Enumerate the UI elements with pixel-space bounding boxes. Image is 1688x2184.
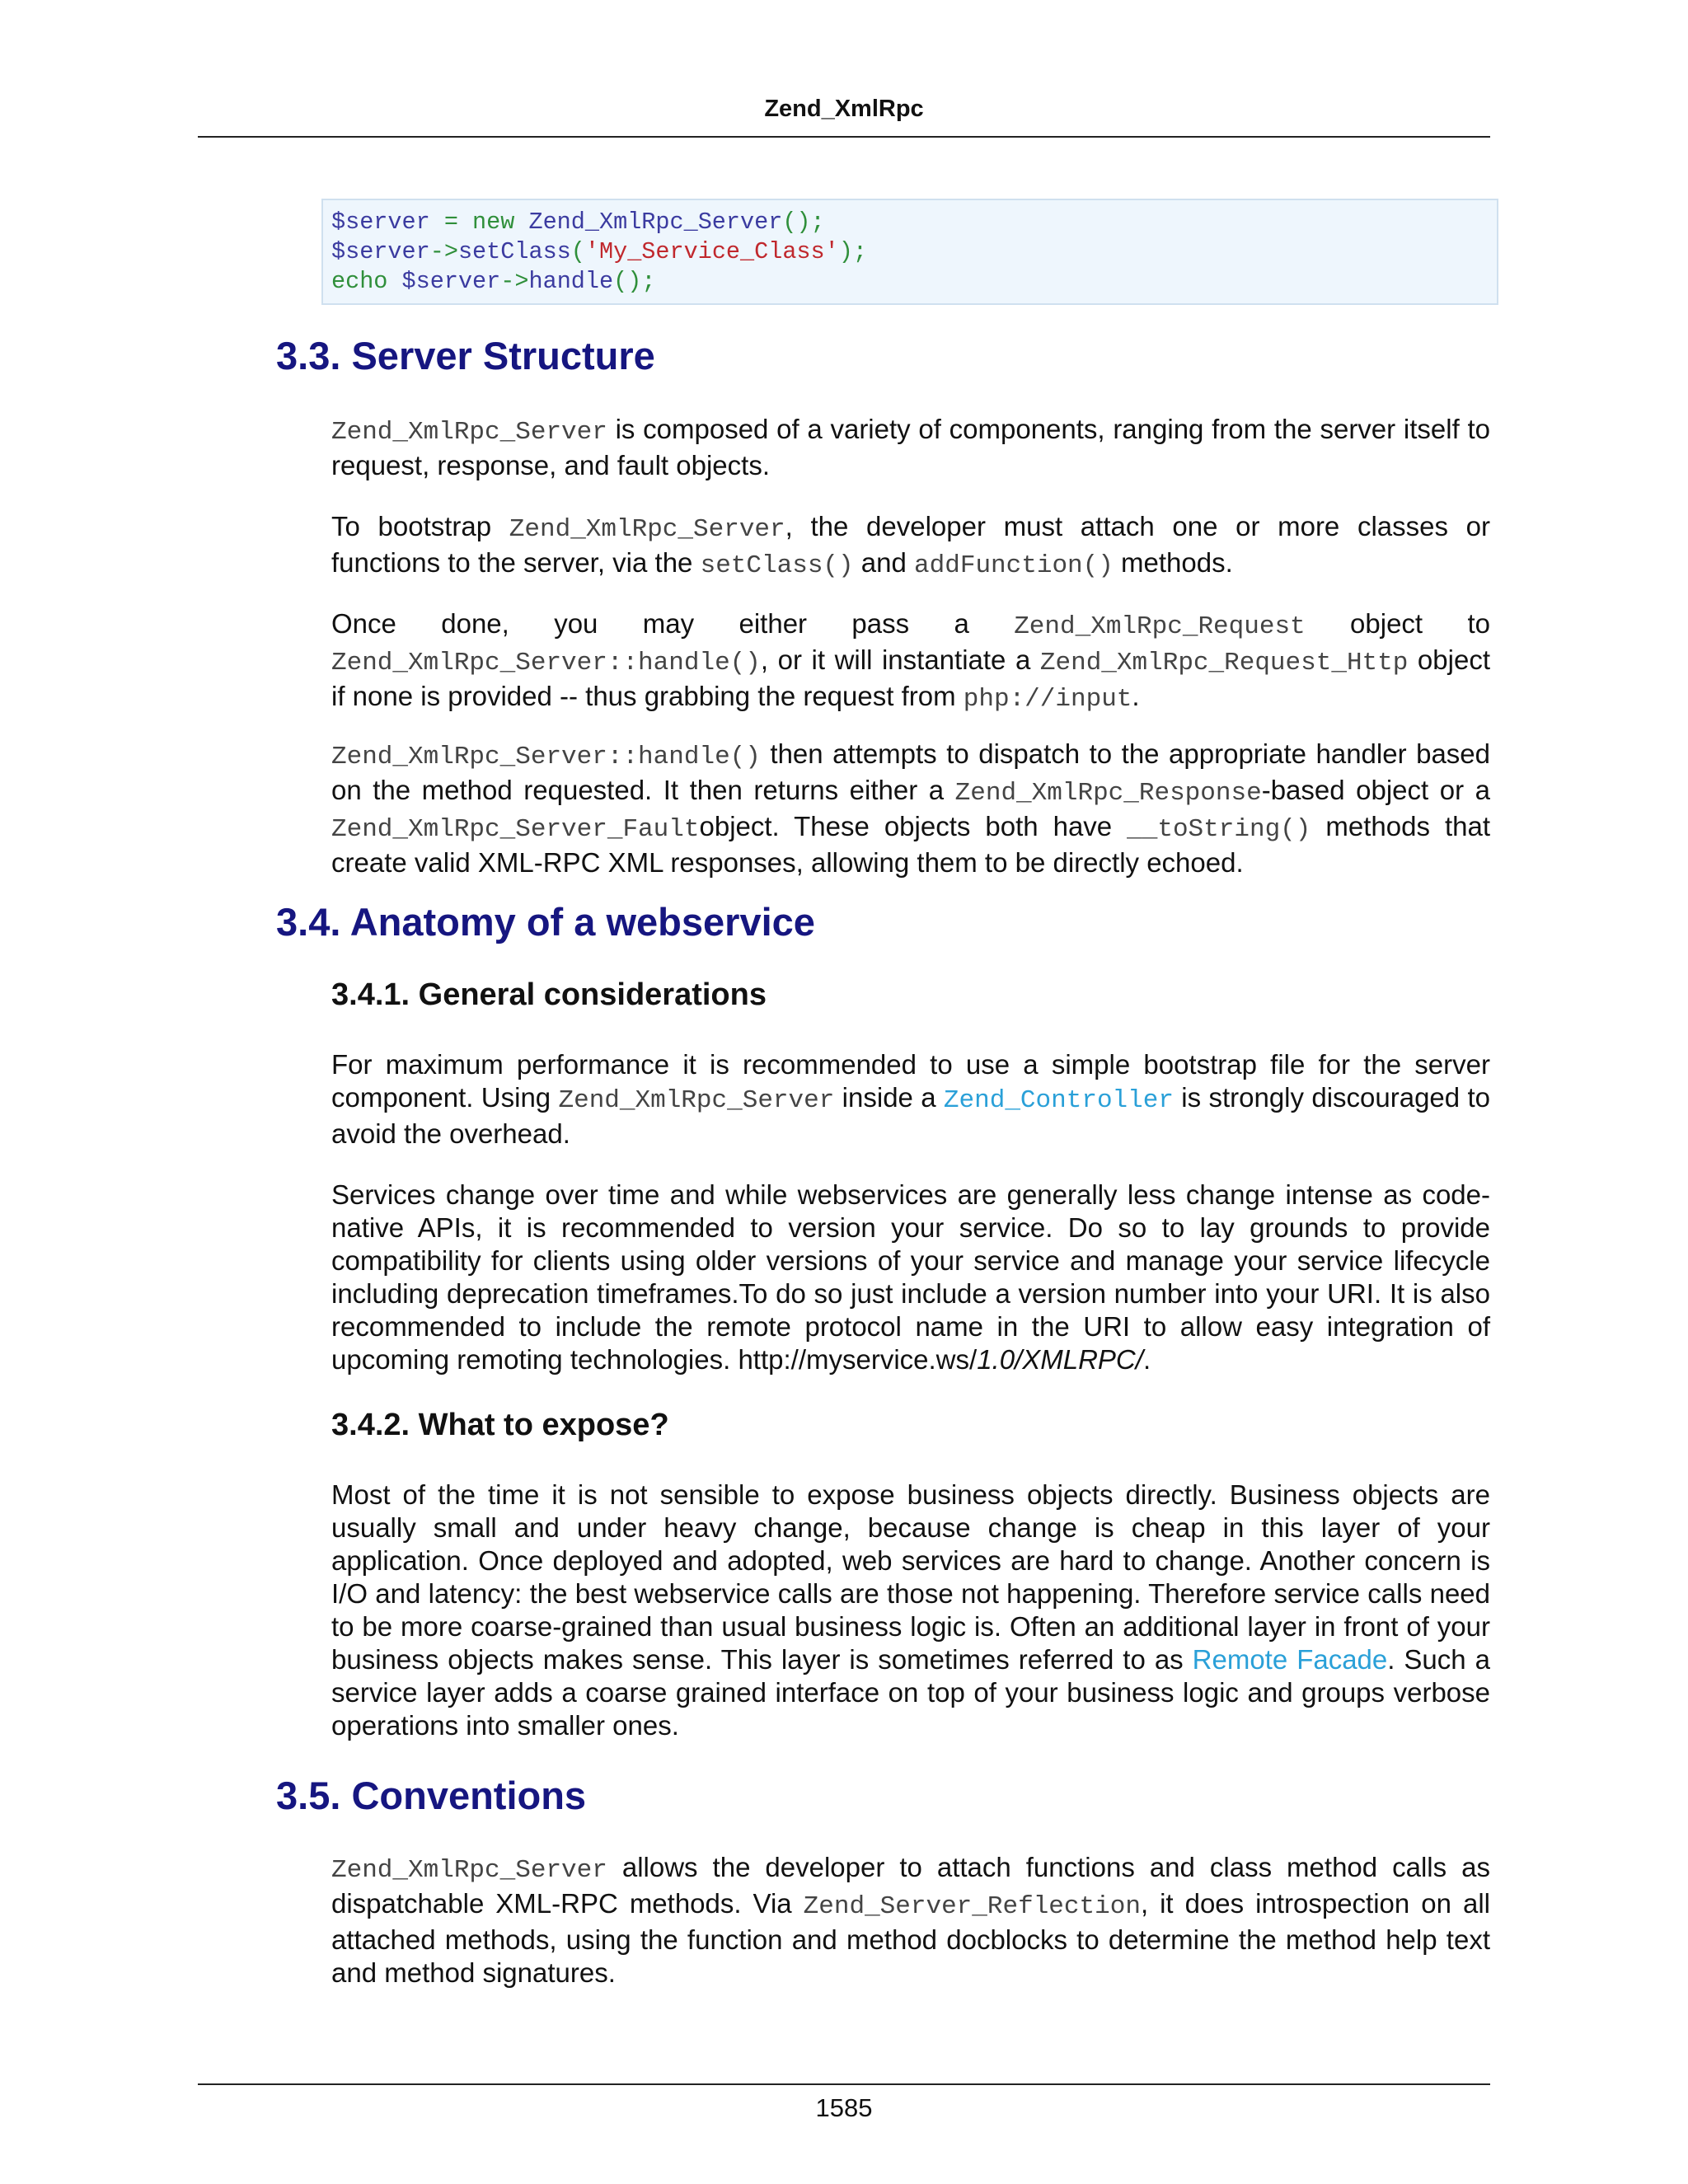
text: object if none is provided -- thus grabbing the request from [331,644,1490,711]
inline-code: Zend_XmlRpc_Request_Http [1039,649,1409,677]
paragraph [331,738,1490,879]
inline-code: Zend_Server_Reflection [803,1892,1141,1921]
text: Services change over time and while webservices are generally less change intense as code-native APIs, it is recommended to version your service. Do so to lay grounds to provide compatibility for clients using older versions of your service and manage your service lifecycle including deprecation timeframes.To do so just include a version number into your URI. It is also recommended to include the remote protocol name in the URI to allow easy integration of upcoming remoting technologies. http://myservice.ws/ [331,1179,1490,1375]
paragraph [331,607,1490,716]
code-token: echo [331,268,388,295]
footer-rule [198,2083,1490,2085]
paragraph [331,1851,1490,1990]
section-heading: 3.4. Anatomy of a webservice [276,900,815,944]
text: , or it will instantiate a [760,644,1040,675]
inline-code: Zend_XmlRpc_Response [954,779,1262,808]
inline-code: setClass() [700,551,854,580]
code-token: new [472,209,515,236]
code-token: -> [429,238,458,265]
inline-code: Zend_XmlRpc_Server [509,515,785,544]
emphasis: 1.0/XMLRPC/ [977,1344,1143,1375]
inline-code: php://input [963,685,1132,714]
zend-controller-link[interactable]: Zend_Controller [943,1086,1174,1115]
text: . [1132,681,1140,711]
text: Once done, you may either pass a [331,608,1015,639]
text: inside a [834,1082,944,1113]
code-token: handle [528,268,614,295]
text: methods. [1113,547,1233,578]
section-heading: 3.3. Server Structure [276,334,655,377]
paragraph [331,1479,1490,1742]
code-token: (); [782,209,825,236]
inline-code: Zend_XmlRpc_Request [1014,612,1306,641]
paragraph [331,1179,1490,1376]
inline-code: Zend_XmlRpc_Server::handle() [331,743,761,771]
inline-code: addFunction() [914,551,1114,580]
page-number: 1585 [815,2093,873,2122]
text: Most of the time it is not sensible to expose business objects directly. Business objects are usually small and under heavy change, because change is cheap in this layer of your application. Once deployed and adopted, web services are hard to change. Another concern is I/O and latency: the best webservice calls are those not happening. Therefore service calls need to be more coarse-grained than usual business logic is. Often an additional layer in front of your business objects makes sense. This layer is sometimes referred to as [331,1479,1490,1675]
inline-code: __toString() [1127,815,1311,844]
code-token: (); [613,268,656,295]
code-block [321,199,1498,305]
paragraph [331,510,1490,583]
remote-facade-link[interactable]: Remote Facade [1192,1644,1388,1675]
code-token: -> [500,268,529,295]
code-token: Zend_XmlRpc_Server [528,209,783,236]
inline-code: Zend_XmlRpc_Server::handle() [331,649,761,677]
text: object. These objects both have [699,811,1128,841]
text: then attempts to dispatch to the appropriate handler based on the method requested. It then returns either a [331,738,1490,805]
text: To bootstrap [331,511,509,541]
text: -based object or a [1261,775,1490,805]
code-token: $server [331,238,430,265]
text: . Such a service layer adds a coarse grained interface on top of your business logic and groups verbose operations into smaller ones. [331,1644,1490,1741]
text: For maximum performance it is recommended to use a simple bootstrap file for the server component. Using [331,1049,1490,1113]
subsection-heading: 3.4.1. General considerations [331,977,767,1012]
text: is composed of a variety of components, ranging from the server itself to request, response, and fault objects. [331,414,1490,480]
header-rule [198,136,1490,138]
inline-code: Zend_XmlRpc_Server [331,418,607,447]
inline-code: Zend_XmlRpc_Server [558,1086,835,1115]
paragraph [331,1048,1490,1151]
code-token: 'My_Service_Class' [584,238,839,265]
inline-code: Zend_XmlRpc_Server_Fault [331,815,700,844]
text: , the developer must attach one or more classes or functions to the server, via the [331,511,1490,578]
text: , it does introspection on all attached methods, using the function and method docblocks to determine the method help text and method signatures. [331,1888,1490,1988]
code-token: ( [570,238,585,265]
text: methods that create valid XML-RPC XML responses, allowing them to be directly echoed. [331,811,1490,878]
code-token: setClass [457,238,571,265]
text: and [853,547,915,578]
code-token: $server [331,209,430,236]
code-token: = [429,209,473,236]
running-header: Zend_XmlRpc [764,96,924,122]
subsection-heading: 3.4.2. What to expose? [331,1408,669,1442]
section-heading: 3.5. Conventions [276,1774,587,1817]
inline-code: Zend_XmlRpc_Server [331,1856,607,1885]
code-token: $server [401,268,501,295]
text: . [1142,1344,1151,1375]
text: is strongly discouraged to avoid the overhead. [331,1082,1490,1149]
text: object to [1305,608,1490,639]
paragraph [331,413,1490,482]
code-token: ); [838,238,867,265]
text: allows the developer to attach functions and class method calls as dispatchable XML-RPC methods. Via [331,1852,1490,1919]
